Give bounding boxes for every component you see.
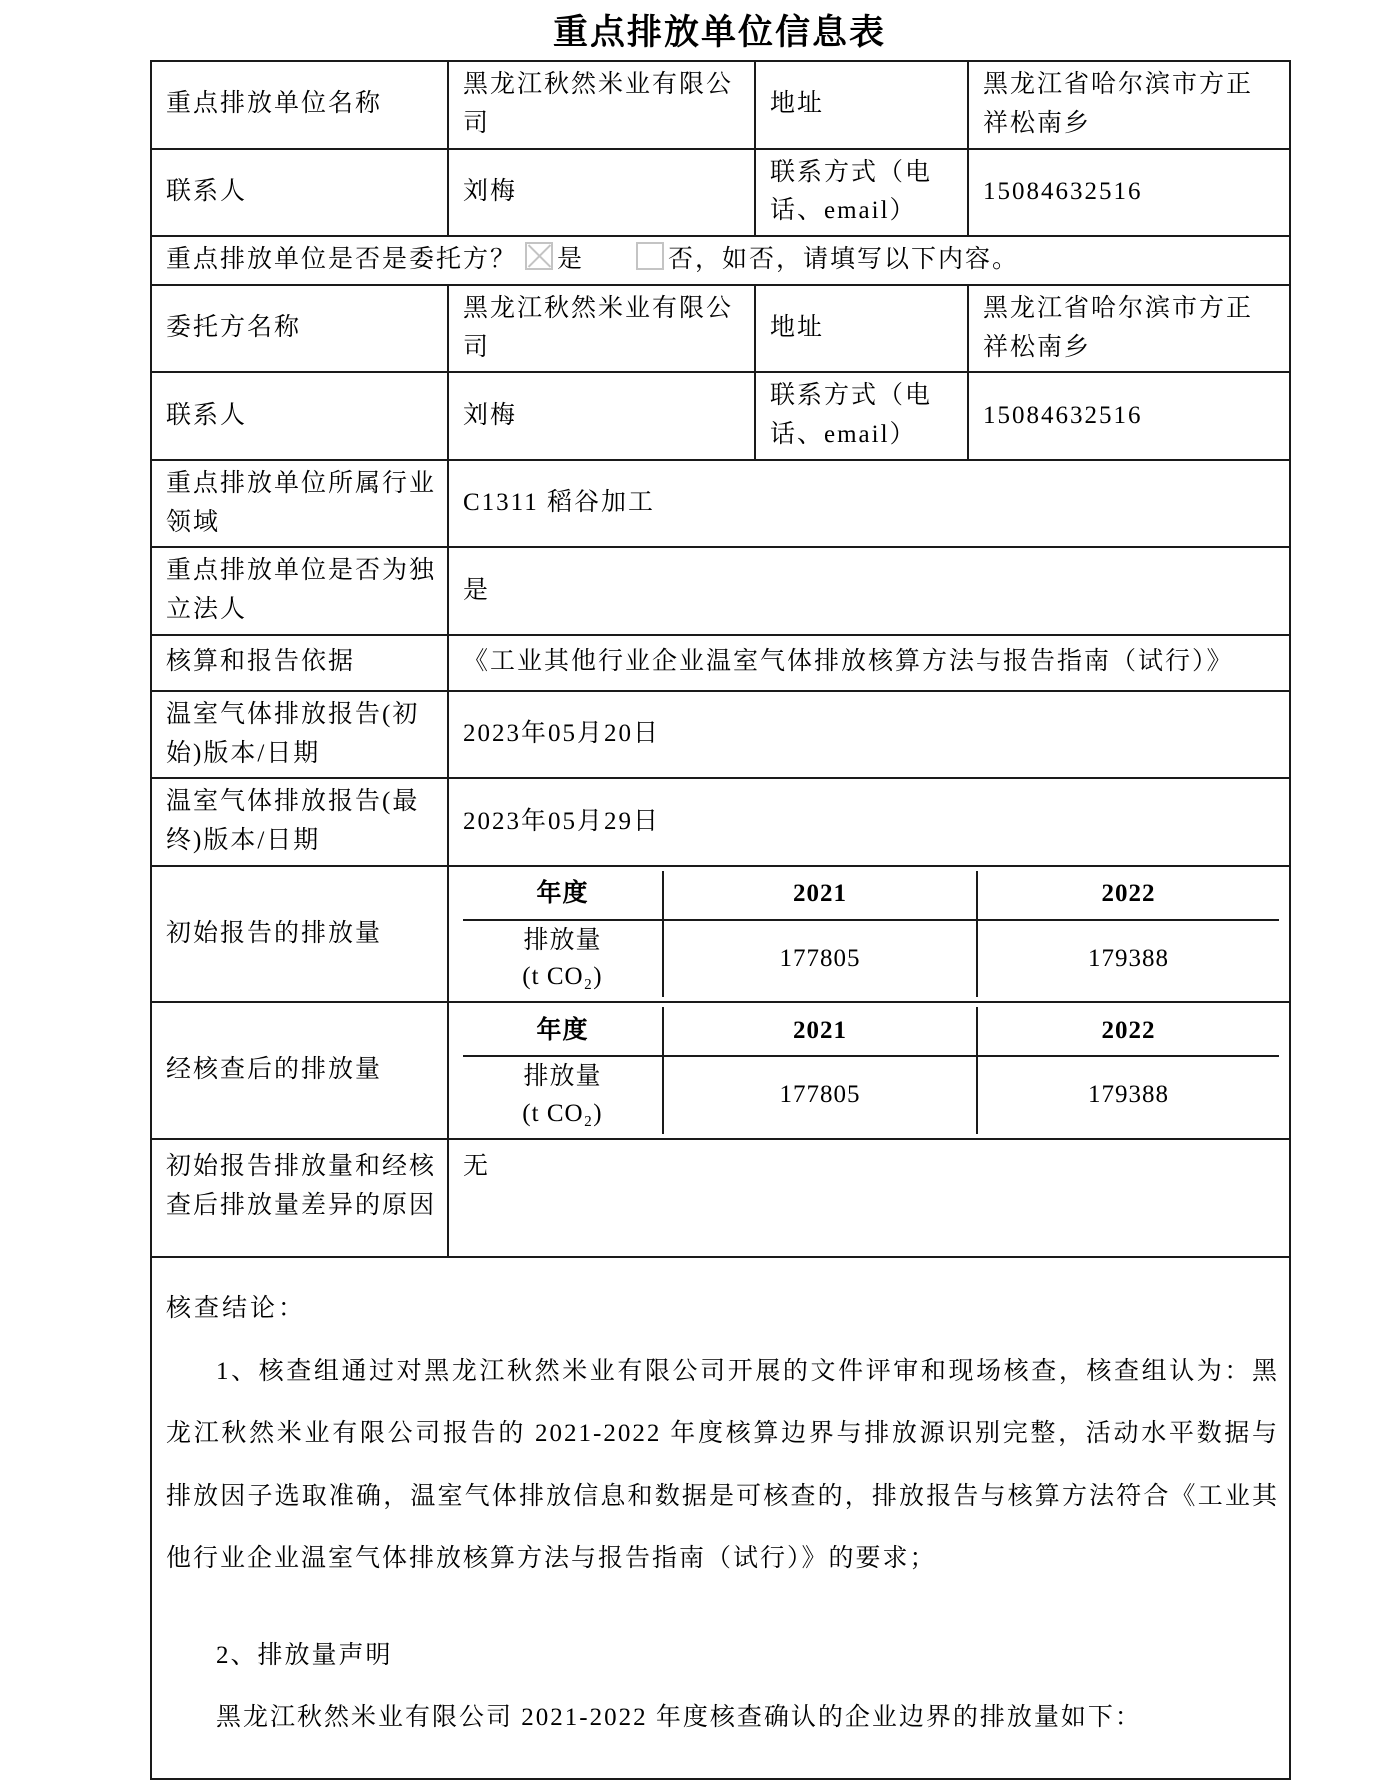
delegate-question-text: 重点排放单位是否是委托方？ bbox=[166, 246, 518, 273]
table-row-final-report-date bbox=[151, 778, 1290, 866]
legal-person-value: 是 bbox=[448, 547, 1290, 635]
initial-emissions-metric bbox=[463, 920, 663, 998]
unit-address-value: 黑龙江省哈尔滨市方正祥松南乡 bbox=[968, 61, 1290, 149]
client-address-label: 地址 bbox=[755, 285, 968, 373]
table-row-initial-emissions bbox=[151, 866, 1290, 1003]
verified-emissions-2021-value: 177805 bbox=[663, 1056, 977, 1134]
initial-report-date-label: 温室气体排放报告(初始)版本/日期 bbox=[151, 691, 448, 779]
table-row-verified-emissions bbox=[151, 1002, 1290, 1139]
delegate-question-suffix: ，如否，请填写以下内容。 bbox=[695, 246, 1020, 273]
conclusion-heading: 核查结论： bbox=[166, 1294, 307, 1322]
table-row-conclusion bbox=[151, 1257, 1290, 1779]
delegate-no-checkbox-icon bbox=[636, 242, 664, 270]
verified-emissions-label: 经核查后的排放量 bbox=[151, 1002, 448, 1139]
unit-address-label: 地址 bbox=[755, 61, 968, 149]
client-address-value: 黑龙江省哈尔滨市方正祥松南乡 bbox=[968, 285, 1290, 373]
conclusion-paragraph-2: 2、排放量声明 bbox=[216, 1641, 393, 1669]
document-title: 重点排放单位信息表 bbox=[552, 13, 886, 52]
table-row-unit-contact bbox=[151, 149, 1290, 237]
final-report-date-value: 2023年05月29日 bbox=[448, 778, 1290, 866]
table-row-client-name bbox=[151, 285, 1290, 373]
difference-reason-label: 初始报告排放量和经核查后排放量差异的原因 bbox=[151, 1139, 448, 1257]
conclusion-paragraph-3: 黑龙江秋然米业有限公司 2021-2022 年度核查确认的企业边界的排放量如下： bbox=[216, 1704, 1142, 1732]
client-name-label: 委托方名称 bbox=[151, 285, 448, 373]
metric-line2: (t CO₂) bbox=[522, 1099, 603, 1127]
initial-emissions-2021-value: 177805 bbox=[663, 920, 977, 998]
difference-reason-value: 无 bbox=[448, 1139, 1290, 1257]
verified-year-header: 年度 bbox=[463, 1007, 663, 1056]
initial-emissions-table bbox=[463, 871, 1279, 998]
client-phone-value: 15084632516 bbox=[968, 372, 1290, 460]
metric-line1: 排放量 bbox=[523, 1063, 602, 1091]
verified-emissions-2022-value: 179388 bbox=[977, 1056, 1279, 1134]
unit-name-value: 黑龙江秋然米业有限公司 bbox=[448, 61, 755, 149]
table-row-difference-reason bbox=[151, 1139, 1290, 1257]
document-page bbox=[150, 0, 1289, 1780]
table-row-delegate-question bbox=[151, 236, 1290, 285]
delegate-question-cell bbox=[151, 236, 1290, 285]
initial-year-2021: 2021 bbox=[663, 871, 977, 920]
table-row-industry bbox=[151, 460, 1290, 548]
basis-value: 《工业其他行业企业温室气体排放核算方法与报告指南（试行）》 bbox=[448, 635, 1290, 691]
initial-emissions-table-cell bbox=[448, 866, 1290, 1003]
table-row-basis bbox=[151, 635, 1290, 691]
info-table bbox=[150, 60, 1291, 1780]
initial-year-header: 年度 bbox=[463, 871, 663, 920]
initial-emissions-year-row bbox=[463, 871, 1279, 920]
verified-year-2022: 2022 bbox=[977, 1007, 1279, 1056]
initial-emissions-value-row bbox=[463, 920, 1279, 998]
initial-year-2022: 2022 bbox=[977, 871, 1279, 920]
verified-emissions-metric bbox=[463, 1056, 663, 1134]
unit-contact-label: 联系人 bbox=[151, 149, 448, 237]
table-row-initial-report-date bbox=[151, 691, 1290, 779]
verified-year-2021: 2021 bbox=[663, 1007, 977, 1056]
delegate-no-label: 否 bbox=[668, 246, 696, 273]
unit-contact-value: 刘梅 bbox=[448, 149, 755, 237]
unit-name-label: 重点排放单位名称 bbox=[151, 61, 448, 149]
initial-emissions-label: 初始报告的排放量 bbox=[151, 866, 448, 1003]
verified-emissions-year-row bbox=[463, 1007, 1279, 1056]
client-contact-value: 刘梅 bbox=[448, 372, 755, 460]
delegate-yes-label: 是 bbox=[557, 246, 585, 273]
verified-emissions-table bbox=[463, 1007, 1279, 1134]
table-row-legal-person bbox=[151, 547, 1290, 635]
client-name-value: 黑龙江秋然米业有限公司 bbox=[448, 285, 755, 373]
table-row-unit-name bbox=[151, 61, 1290, 149]
basis-label: 核算和报告依据 bbox=[151, 635, 448, 691]
unit-phone-value: 15084632516 bbox=[968, 149, 1290, 237]
client-contact-method-label: 联系方式（电话、email） bbox=[755, 372, 968, 460]
table-row-client-contact bbox=[151, 372, 1290, 460]
delegate-yes-checkbox-icon bbox=[525, 242, 553, 270]
legal-person-label: 重点排放单位是否为独立法人 bbox=[151, 547, 448, 635]
conclusion-paragraph-1: 1、核查组通过对黑龙江秋然米业有限公司开展的文件评审和现场核查，核查组认为：黑龙江秋然米业有限公司报告的 2021-2022 年度核算边界与排放源识别完整，活动水平数据与排放因子选取准确，温室气体排放信息和数据是可核查的，排放报告与核算方法符合《工业其他行业企业温室气体排放核算方法与报告指南（试行）》的要求； bbox=[166, 1357, 1279, 1573]
verified-emissions-value-row bbox=[463, 1056, 1279, 1134]
client-contact-label: 联系人 bbox=[151, 372, 448, 460]
metric-line2: (t CO₂) bbox=[522, 963, 603, 990]
initial-report-date-value: 2023年05月20日 bbox=[448, 691, 1290, 779]
conclusion-cell bbox=[151, 1257, 1290, 1779]
unit-contact-method-label: 联系方式（电话、email） bbox=[755, 149, 968, 237]
final-report-date-label: 温室气体排放报告(最终)版本/日期 bbox=[151, 778, 448, 866]
initial-emissions-2022-value: 179388 bbox=[977, 920, 1279, 998]
industry-value: C1311 稻谷加工 bbox=[448, 460, 1290, 548]
industry-label: 重点排放单位所属行业领域 bbox=[151, 460, 448, 548]
metric-line1: 排放量 bbox=[523, 926, 602, 954]
verified-emissions-table-cell bbox=[448, 1002, 1290, 1139]
